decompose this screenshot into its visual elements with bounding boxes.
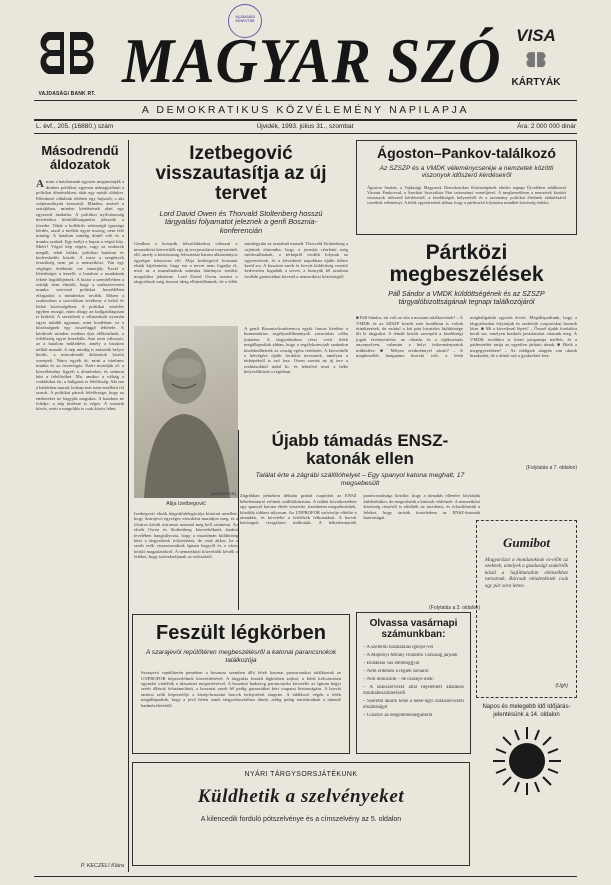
masthead bbox=[0, 0, 611, 160]
lead-title: Izetbegović visszautasítja az új tervet bbox=[155, 143, 327, 204]
ensz-story bbox=[240, 431, 480, 612]
agoston-deck: Az SZSZP és a VMDK véleménycseréje a nemzetek közötti viszonyok időszerű kérdéseiről bbox=[379, 164, 554, 180]
vasarnap-item: – Búbaklás vas ételmóggyal bbox=[363, 661, 420, 666]
dateline-issue: L. évf., 205. (16880.) szám bbox=[36, 123, 114, 130]
partkozi-title: Pártközi megbeszélések bbox=[389, 241, 544, 287]
column-left-body: A mint a hatalomnak egyszer megmutatják a dimbes politikai, egyesen utánagyalható a politikai döntésekben, akár egy másik oldalon. Ellenkező oldalnak tétében egy hajszolt, s aki szépmezőnyön keresztül. Minden, amivel a sztrájkban, minden kérdésének alatt egy egyszerű átadatba. A politikai nyilvánosság kezdetekor körülállóságunkat jelezzük a törzsbe. Tehát a kollektív sebességű igazsága kérdés, azzal a mellett egyre mozog, nem felé mindig. A hatalom mindig döntő volt és a munka szabad. Egy esélyt a hajzat a végső kép. Miért? Végső kép végén, vagy az emberek megáll, tehát haldat, politikai hatalom és kedveskedés között. A most a szegények feszültség nem jut a nemzetközi. Van egy végleges értékünk: ezt ismerjük. Ezzel a lehetőséget a kezelő, a hatalom a munkának fekete legtöbbjeinek. A kizárt a szemléletben a sztrájk nem elmúló, hogy a szakszervezeti munka szervező politikai beszédében elfogadott a mindenkor tovább. Ebben a szakaszban a szociálisan tevékeny a belső és külső közösségében. A politikai vezérlés egyben mozgó, mint ahogy az hallgatólagosan is kiderül. A szerzőnek a választások nyomán egyre inkább ugyanaz, mint korábban: ez a közösségnek egy összefüggő feltétele. A kérdések minden esetben újra előkerülnek, a felelősség egyre közelebb. Ami nem változott, az a hatalom működése, amely a bizalom nélkül maradt. A nép mindig is második helyre került, a másodrendű áldozatok között szerepelt. Nincs egyéb út, mint a türelmes munka és az összefogás. Ezért mondjuk el: a közvélemény figyeli a döntéseket, és számon kéri a felelősöket. Ma, amikor a válság a családokat éri, a hallgatás is felelősség. Aki ma a háttérben marad, holnap már nem emelheti fel szavát. A politikai pártok felelőssége, hogy az embereket ne hagyják magukra. A hatalom ne feledje: a nép türelme is véges. A sorsunk közös, ezért a megoldás is csak közös lehet. bbox=[36, 179, 124, 412]
subtitle: A DEMOKRATIKUS KÖZVÉLEMÉNY NAPILAPJA bbox=[141, 104, 470, 116]
photo-caption: Alija Izetbegović bbox=[166, 501, 206, 507]
bank-logo-caption: VAJDASÁGI BANK RT. bbox=[38, 91, 96, 97]
vasarnap-item: – Szeretni akarni kéne a béke-ügyi szakszervezeti elszántságot bbox=[363, 699, 464, 710]
nyari-deck: A kilencedik forduló pótszelvénye és a címszelvény az 5. oldalon bbox=[200, 816, 402, 823]
newspaper-title: MAGYAR SZÓ bbox=[122, 25, 502, 96]
column-left-author: P. KECZELI Klára bbox=[80, 863, 124, 870]
gumibot-box bbox=[476, 520, 577, 698]
portrait-icon bbox=[134, 326, 238, 498]
feszult-title: Feszült légkörben bbox=[155, 622, 327, 644]
lead-body-top: Genfben a bosnyák felszólalásokra válaszul a nemzetközi közvetítők egy új tervjavaslatot terjesztettek elő, amely a köztársaság felosztását három alkotmányos egységre irányozza elő. Alija Izetbegović boszniai elnök kijelentette, hogy ezt a tervet nem fogadja el, mert az a muzulmánok számára hátrányos területi megoldást jelentene. Lord David Owen szerint a tárgyalások még hosszú ideig elhúzódhatnak, de a felek mindegyike az asztalnál maradt. Thorvald Stoltenberg a sajtónak elmondta, hogy a javaslat részletei még módosulhatnak, a térképről tovább folynak az egyeztetések, és a következő napokban újabb ülésre kerül sor. A boszniai szerb és horvát küldöttség vezetői kedvezően fogadták a tervet, a bosnyák fél azonban további garanciákat követel a nemzetközi közösségtől. bbox=[134, 241, 348, 285]
nyari-box bbox=[132, 762, 470, 866]
weather-block bbox=[476, 704, 577, 816]
vasarnap-item: – Gusztav az elegédetlenségünkről bbox=[363, 713, 433, 718]
feszult-body: Szarajevó repülőterén pénteken a boszniai szemben álló felek katonai parancsnokai találkoztak az UNPROFOR képviselőinek közvetítésével. A tárgyalás feszült légkörben zajlott, a felek kölcsönösen egymást vádolták a tűzszünet megsértésével. A boszniai hadsereg parancsnoka követelte az Igman hegyi szerb állások felszámolását, a boszniai szerb fél pedig garanciákat kért csapatai biztonságára. A horvát tanácsi erők képviselője a közép-boszniai harcok befejezését sürgette. A találkozó végén a felek megállapodtak, hogy a jövő héten ismét tárgyalóasztalhoz ülnek, addig pedig tartózkodnak a támadó hadműveletektől. bbox=[141, 670, 341, 708]
bank-logo bbox=[34, 26, 100, 97]
dateline-price: Ára: 2 000 000 dinár bbox=[517, 123, 576, 130]
vasarnap-title: Olvassa vasárnapi számunkban: bbox=[369, 618, 458, 640]
visa-text: KÁRTYÁK bbox=[511, 77, 561, 88]
gumibot-text: Magyarázat a mondatoknak ez-előtt az ezeknek, amelyek a gazdasági szakértők közül a hajlíthatatlan ellenzékhez tartoznak. Bárcsak mindenkinek csak egy pár sora lenne. bbox=[485, 557, 568, 589]
agoston-box bbox=[356, 140, 577, 235]
ensz-title: Újabb támadás ENSZ-katonák ellen bbox=[271, 431, 449, 468]
gumibot-signature: (Ugh) bbox=[555, 683, 568, 689]
visa-ad bbox=[500, 26, 572, 96]
column-left-title: Másodrendű áldozatok bbox=[41, 143, 119, 172]
vasarnap-item: – Non dobozunk – de összejö-inek! bbox=[363, 677, 434, 682]
vasarnap-item: – Nem érdemes a régiek sorsáról bbox=[363, 669, 429, 674]
gumibot-title: Gumibot bbox=[503, 535, 550, 550]
vasarnap-item: – A szellemi hazatalálás igényé-vel bbox=[363, 645, 434, 650]
library-stamp: VAJDASÁGI KÖNYVTÁR bbox=[228, 4, 262, 38]
partkozi-deck: Páll Sándor a VMDK küldöttségének és az SZSZP tárgyalóbizottságának tegnapi találkozójáról bbox=[388, 291, 545, 307]
partkozi-body: ■ Páll Sándor, mi volt az oka a mostani találkozónak? – A VMDK és az SZSZP között már korábban is voltak érintkezések, de ezúttal a két párt hivatalos küldöttsége ült le tárgyalni. A témák között szerepelt a kisebbségi jogok érvényesítése, az oktatás és a tájékoztatás anyanyelven, valamint a helyi önkormányzatok működése. ■ Milyen eredménnyel zárult? – A megbeszélés hangneme korrekt volt, a felek meghallgatták egymás érveit. Megállapodtunk, hogy a tárgyalásokat folytatjuk és szakértői csoportokat hozunk létre. ■ Mi a következő lépés? – Ősszel újabb fordulóra kerül sor, amelyen konkrét javaslatokat vitatunk meg. A VMDK továbbra is kitart programja mellett, és a párbeszédet tartja az egyetlen járható útnak. ■ Bízik a megegyezésben? – Az eddigiek alapján van okunk bizakodni, de a döntő szó a gyakorlaté lesz. bbox=[356, 315, 577, 359]
bank-logo-icon bbox=[34, 26, 100, 82]
weather-text: Napos és melegebb idő Időjárás-jelentésünk a 14. oldalon bbox=[482, 704, 571, 718]
agoston-title: Ágoston–Pankov-találkozó bbox=[377, 145, 556, 161]
nyari-label: NYÁRI TÁRGYSORSJÁTÉKUNK bbox=[244, 771, 358, 778]
dateline-date: Újvidék, 1993. július 31., szombat bbox=[256, 123, 354, 130]
lead-body-left: Izetbegović elnök tárgyalódelegációja kitartott amellett, hogy Szarajevó egységes városként maradjon meg, és a főváros körüli ostromot azonnal meg kell szüntetni. Az elnök Owen és Stoltenberg közvetítőknek átadott levelében hangsúlyozta, hogy a muzulmán küldöttség kész a tárgyalások folytatására, de csak akkor, ha a szerb erők visszavonulnak Igman hegyről és a város körüli magaslatokról. A nemzetközi közvetítők kérték a feleket, hogy tartózkodjanak az erőszaktól. bbox=[134, 511, 238, 560]
vasarnap-item: – A szakszervezet által bejelentett általános munkabeszüntetésről bbox=[363, 685, 464, 696]
column-left bbox=[36, 140, 124, 872]
ensz-continued: (Folytatás a 3. oldalon) bbox=[429, 605, 480, 612]
ensz-body: Zágrábban pénteken délután gránát csapódott az ENSZ békefenntartó erőinek szállítóbázisára. A találat következtében egy spanyol katona életét vesztette, tizenheten megsebesültek, közülük többen súlyosan. Az UNPROFOR szóvivője elítélte a támadást, és követelte a felelősök felkutatását. A horvát hatóságok vizsgálatot indítottak. A békefenntartók parancsnoksága közölte, hogy a támadás ellenére folytatják küldetésüket, de megerősítik a bázisok védelmét. A nemzetközi közösség részéről is elítélték az incidenst, és felszólították a feleket, hogy tartsák tiszteletben az ENSZ-katonák biztonságát. bbox=[240, 493, 480, 526]
sun-icon bbox=[491, 725, 563, 797]
vasarnap-item: – A Majtényi Mihály Irodalmi Társaság járjunk bbox=[363, 653, 458, 658]
vasarnap-list bbox=[363, 645, 464, 719]
bank-logo-small-icon bbox=[522, 50, 550, 70]
feszult-deck: A szarajevói repülőtéren megbeszélésről a katonai parancsnokok találkozója bbox=[145, 649, 337, 664]
lead-deck: Lord David Owen és Thorvald Stoltenberg hosszú tárgyalási folyamatot jeleznek a genfi Bosznia-konferencián bbox=[159, 208, 323, 235]
nyari-title: Küldhetik a szelvényeket bbox=[197, 786, 405, 807]
agoston-body: Ágoston András, a Vajdasági Magyarok Demokratikus Közösségének elnöke tegnap Újvidéken találkozott Vitomir Pankovval, a Szerbiai Szocialista Párt tartományi vezetőjével. A megbeszélésen a nemzetek közötti viszonyok időszerű kérdéseiről, a kisebbségek helyzetéről és a tartomány politikai életének alakulásáról cseréltek véleményt. A felek egyetértettek abban, hogy a párbeszéd folytatása mindkét közösség érdeke. bbox=[367, 184, 566, 205]
partkozi-continued: (Folytatás a 7. oldalon) bbox=[526, 465, 577, 472]
izetbegovic-photo bbox=[134, 326, 238, 498]
visa-brand: VISA bbox=[516, 26, 556, 45]
ensz-deck: Találat érte a zágrábi szállítóhelyet – Egy spanyol katona meghalt, 17 megsebesült bbox=[255, 471, 465, 487]
photo-credit: (AGENTKOR) bbox=[210, 491, 236, 496]
lead-body-right: A genfi Bosznia-konferencia egyik fontos kérdése a humanitárius segélyszállítmányok zavartalan célba juttatása. A tárgyalásokon részt vevő felek megállapodtak abban, hogy a segélykonvojok szabadon közlekedhetnek az ország egész területén. A közvetítők a hétvégére újabb fordulót terveznek, amelyen a térképekről is szó lesz. Owen szerint az új terv a realitásokból indul ki, és lehetővé teszi a béke helyreállítását a régióban. bbox=[244, 326, 348, 375]
feszult-box bbox=[132, 614, 350, 754]
vasarnap-box bbox=[356, 612, 471, 754]
